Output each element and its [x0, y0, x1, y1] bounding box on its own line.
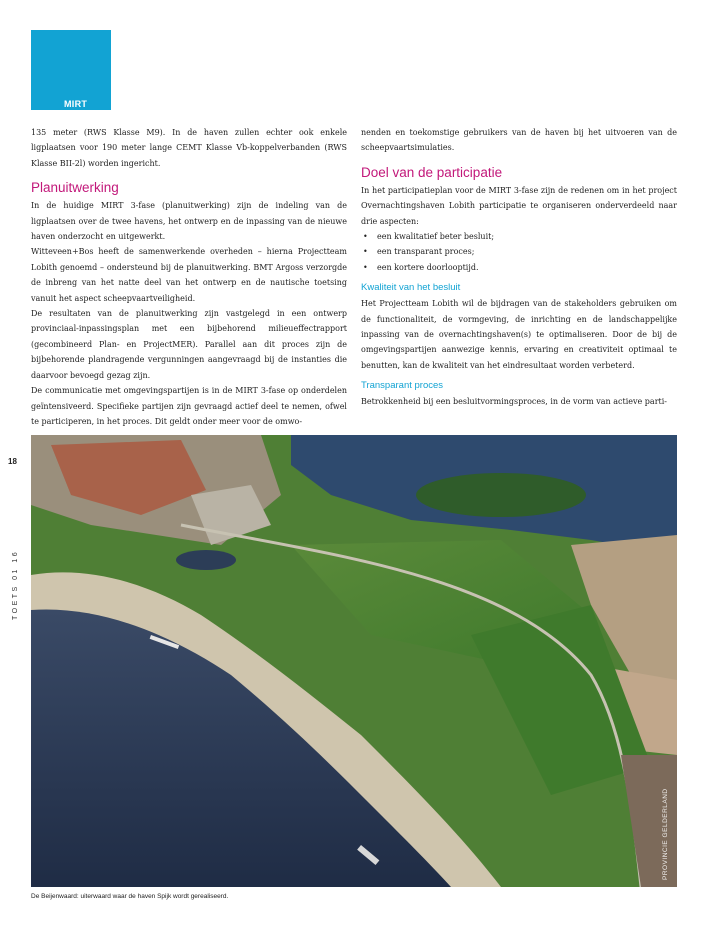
left-column [31, 125, 347, 429]
right-column [361, 125, 677, 410]
right-paragraph: In het participatieplan voor de MIRT 3-fase zijn de redenen om in het project Overnachtingshaven Lobith participatie te organiseren onderverdeeld naar drie aspecten: [361, 185, 677, 226]
right-paragraph: Het Projectteam Lobith wil de bijdragen van de stakeholders gebruiken om de functionaliteit, de vormgeving, de inrichting en de landschappelijke inpassing van de overnachtingshaven(s) te optimaliseren. Door de bij de omgevingspartijen aanwezige kennis, ervaring en creativiteit optimaal te benutten, kan de kwaliteit van het eindresultaat worden verbeterd. [361, 299, 677, 370]
subheading-kwaliteit: Kwaliteit van het besluit [361, 282, 461, 294]
left-paragraph: De resultaten van de planuitwerking zijn vastgelegd in een ontwerp provinciaal-inpassingsplan met een bijbehorend milieueffectrapport (gecombineerd Plan- en ProjectMER). Parallel aan dit proces zijn de bijbehorende plandragende vergunningen aangevraagd bij de instanties die daarvoor bevoegd gezag zijn. [31, 309, 347, 380]
heading-planuitwerking: Planuitwerking [31, 180, 119, 196]
subheading-transparant: Transparant proces [361, 380, 444, 392]
list-item: • een kortere doorlooptijd. [361, 260, 677, 275]
aspects-list [361, 229, 677, 275]
page-number: 18 [8, 457, 17, 466]
left-paragraph: De communicatie met omgevingspartijen is in de MIRT 3-fase op onderdelen geïntensiveerd. Specifieke partijen zijn gevraagd actief deel te nemen, ofwel te participeren, in het proces. Dit geldt onder meer voor de omwo- [31, 386, 347, 426]
left-paragraph: In de huidige MIRT 3-fase (planuitwerking) zijn de indeling van de ligplaatsen over de twee havens, het ontwerp en de inpassing van de nieuwe haven onderzocht en uitgewerkt. [31, 201, 347, 242]
photo-credit: PROVINCIE GELDERLAND [662, 788, 669, 880]
right-paragraph: Betrokkenheid bij een besluitvormingsproces, in de vorm van actieve parti- [361, 397, 667, 407]
list-item: • een kwalitatief beter besluit; [361, 229, 677, 244]
magazine-issue-label: TOETS 01 16 [12, 549, 19, 620]
right-intro-paragraph: nenden en toekomstige gebruikers van de haven bij het uitvoeren van de scheepvaartsimulaties. [361, 128, 677, 153]
left-paragraph: Witteveen+Bos heeft de samenwerkende overheden – hierna Projectteam Lobith genoemd – ondersteund bij de planuitwerking. BMT Argoss verzorgde de inbreng van het natte deel van het ontwerp en de nautische toetsing vanuit het aspect scheepvaartveiligheid. [31, 247, 347, 303]
section-tag-label: MIRT [64, 99, 88, 109]
aerial-photo [31, 435, 677, 887]
list-item: • een transparant proces; [361, 244, 677, 259]
left-intro-paragraph: 135 meter (RWS Klasse M9). In de haven zullen echter ook enkele ligplaatsen voor 190 meter lange CEMT Klasse Vb-koppelverbanden (RWS Klasse BII-2l) worden ingericht. [31, 128, 347, 168]
photo-caption: De Beijenwaard: uiterwaard waar de haven Spijk wordt gerealiseerd. [31, 893, 229, 900]
heading-doel-participatie: Doel van de participatie [361, 164, 503, 180]
section-tag-block [31, 30, 111, 110]
